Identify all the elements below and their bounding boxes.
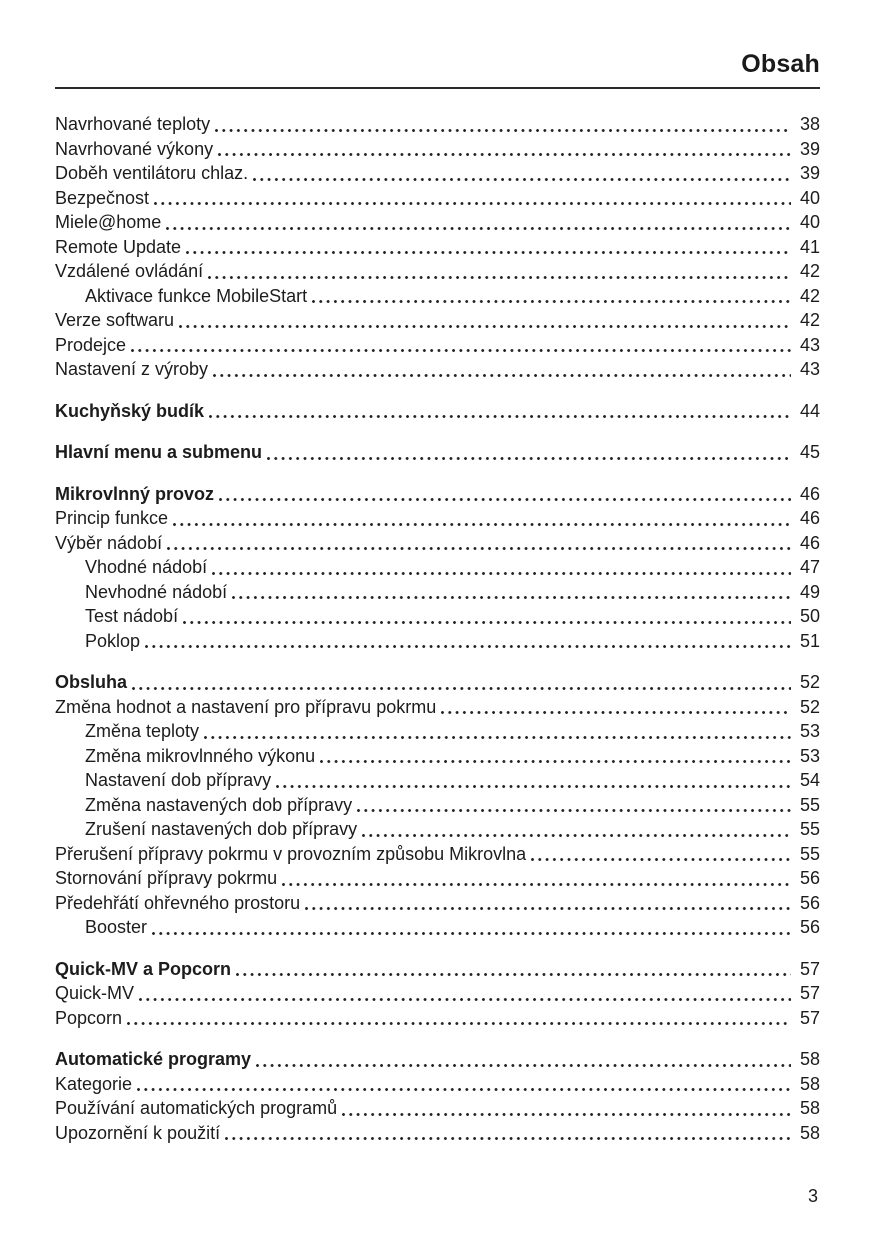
toc-entry-page: 38 <box>799 114 820 134</box>
toc-entry <box>55 235 820 260</box>
toc-entry-label: Test nádobí <box>85 606 179 626</box>
toc-entry <box>55 1006 820 1031</box>
toc-entry-label: Vhodné nádobí <box>85 557 208 577</box>
toc-entry-page: 43 <box>799 334 820 355</box>
toc-entry <box>55 1072 820 1097</box>
toc-entry <box>55 399 820 424</box>
toc-entry-page: 55 <box>799 819 820 839</box>
toc-entry <box>55 137 820 162</box>
toc-entry-label: Přerušení přípravy pokrmu v provozním způsobu Mikrovlna <box>55 843 527 864</box>
toc-entry <box>55 670 820 695</box>
toc-entry-page: 52 <box>799 672 820 692</box>
toc-entry-page: 39 <box>799 163 820 183</box>
toc-entry-label: Prodejce <box>55 334 127 355</box>
toc-entry <box>55 112 820 137</box>
toc-entry <box>55 604 820 629</box>
toc-dot-leader <box>441 710 791 715</box>
toc-dot-leader <box>186 250 791 255</box>
toc-entry-label: Quick-MV a Popcorn <box>55 958 232 979</box>
toc-dot-leader <box>131 348 791 353</box>
toc-dot-leader <box>362 833 791 838</box>
toc-entry-label: Bezpečnost <box>55 187 150 208</box>
toc-entry-label: Obsluha <box>55 672 128 692</box>
toc-entry <box>55 1096 820 1121</box>
page-header <box>55 50 820 89</box>
toc-dot-leader <box>531 857 791 862</box>
toc-entry <box>55 333 820 358</box>
toc-entry-page: 41 <box>799 236 820 257</box>
toc-entry-page: 57 <box>799 1007 820 1028</box>
toc-entry-label: Změna mikrovlnného výkonu <box>85 745 316 766</box>
toc-entry-label: Kategorie <box>55 1073 133 1094</box>
toc-entry <box>55 981 820 1006</box>
toc-entry-label: Automatické programy <box>55 1049 252 1069</box>
toc-entry <box>55 210 820 235</box>
toc-dot-leader <box>267 456 791 461</box>
toc-entry <box>55 629 820 654</box>
toc-dot-leader <box>208 275 791 280</box>
toc-entry-label: Používání automatických programů <box>55 1098 338 1118</box>
toc-entry-page: 46 <box>799 508 820 528</box>
toc-entry <box>55 555 820 580</box>
toc-dot-leader <box>152 931 791 936</box>
toc-dot-leader <box>219 497 791 502</box>
toc-entry-label: Navrhované teploty <box>55 114 211 134</box>
toc-entry-label: Quick-MV <box>55 983 135 1003</box>
toc-entry-label: Verze softwaru <box>55 310 175 330</box>
toc-entry-label: Stornování přípravy pokrmu <box>55 868 278 888</box>
toc-entry <box>55 1121 820 1146</box>
toc-entry-page: 46 <box>799 532 820 553</box>
toc-entry <box>55 793 820 818</box>
toc-entry-page: 53 <box>799 721 820 741</box>
toc-entry-label: Upozornění k použití <box>55 1122 221 1143</box>
toc-entry-page: 52 <box>799 696 820 717</box>
toc-entry-label: Kuchyňský budík <box>55 400 205 421</box>
toc-entry <box>55 744 820 769</box>
toc-entry-page: 51 <box>799 630 820 651</box>
toc-entry-page: 58 <box>799 1098 820 1118</box>
toc-entry <box>55 891 820 916</box>
toc-entry-label: Popcorn <box>55 1007 123 1028</box>
toc-dot-leader <box>256 1063 791 1068</box>
toc-dot-leader <box>166 226 791 231</box>
toc-entry <box>55 866 820 891</box>
toc-entry-page: 50 <box>799 606 820 626</box>
toc-dot-leader <box>253 177 791 182</box>
toc-dot-leader <box>132 686 791 691</box>
toc-entry-page: 58 <box>799 1049 820 1069</box>
toc-entry <box>55 531 820 556</box>
toc-entry <box>55 719 820 744</box>
toc-entry-label: Aktivace funkce MobileStart <box>85 285 308 306</box>
toc-dot-leader <box>209 414 791 419</box>
page-number: 3 <box>807 1186 818 1206</box>
toc-dot-leader <box>173 522 791 527</box>
toc-entry-label: Poklop <box>85 630 141 651</box>
toc-dot-leader <box>179 324 791 329</box>
toc-entry-page: 56 <box>799 868 820 888</box>
toc-entry <box>55 357 820 382</box>
toc-dot-leader <box>215 128 791 133</box>
toc-entry-label: Miele@home <box>55 212 162 232</box>
toc-entry <box>55 482 820 507</box>
toc-entry <box>55 308 820 333</box>
toc-entry-label: Mikrovlnný provoz <box>55 483 215 504</box>
toc-entry-page: 58 <box>799 1122 820 1143</box>
toc-entry-page: 58 <box>799 1073 820 1094</box>
toc-entry <box>55 957 820 982</box>
toc-entry <box>55 1047 820 1072</box>
toc-dot-leader <box>320 759 791 764</box>
toc-dot-leader <box>139 997 791 1002</box>
toc-dot-leader <box>212 571 791 576</box>
toc-entry-page: 44 <box>799 400 820 421</box>
toc-entry-page: 47 <box>799 557 820 577</box>
toc-entry-page: 40 <box>799 212 820 232</box>
toc-entry-label: Navrhované výkony <box>55 138 214 159</box>
toc-dot-leader <box>218 152 791 157</box>
toc-dot-leader <box>225 1136 791 1141</box>
toc-entry-page: 56 <box>799 917 820 937</box>
table-of-contents <box>55 112 820 1145</box>
toc-entry-page: 54 <box>799 770 820 790</box>
toc-dot-leader <box>183 620 791 625</box>
toc-entry <box>55 768 820 793</box>
toc-entry <box>55 284 820 309</box>
toc-entry-label: Změna nastavených dob přípravy <box>85 794 353 815</box>
toc-dot-leader <box>232 595 791 600</box>
toc-entry-page: 42 <box>799 285 820 306</box>
toc-entry-page: 49 <box>799 581 820 602</box>
toc-entry-page: 55 <box>799 794 820 815</box>
toc-entry <box>55 506 820 531</box>
toc-entry-page: 42 <box>799 310 820 330</box>
toc-entry <box>55 695 820 720</box>
toc-entry-label: Zrušení nastavených dob přípravy <box>85 819 358 839</box>
toc-entry-label: Princip funkce <box>55 508 169 528</box>
toc-entry-label: Hlavní menu a submenu <box>55 442 263 462</box>
toc-entry <box>55 842 820 867</box>
toc-dot-leader <box>204 735 791 740</box>
toc-entry-label: Vzdálené ovládání <box>55 261 204 281</box>
toc-entry-page: 55 <box>799 843 820 864</box>
toc-dot-leader <box>154 201 791 206</box>
toc-entry-label: Změna hodnot a nastavení pro přípravu pokrmu <box>55 696 437 717</box>
toc-entry-label: Nastavení dob přípravy <box>85 770 272 790</box>
toc-dot-leader <box>282 882 791 887</box>
toc-entry-label: Změna teploty <box>85 721 200 741</box>
toc-dot-leader <box>312 299 791 304</box>
toc-entry <box>55 161 820 186</box>
toc-dot-leader <box>213 373 791 378</box>
toc-entry <box>55 817 820 842</box>
toc-entry-label: Nastavení z výroby <box>55 359 209 379</box>
header-divider <box>55 87 820 89</box>
toc-dot-leader <box>137 1087 791 1092</box>
toc-entry-page: 40 <box>799 187 820 208</box>
toc-entry <box>55 259 820 284</box>
toc-dot-leader <box>145 644 791 649</box>
toc-entry-label: Remote Update <box>55 236 182 257</box>
toc-dot-leader <box>342 1112 791 1117</box>
toc-entry <box>55 580 820 605</box>
toc-entry-page: 57 <box>799 958 820 979</box>
toc-entry <box>55 440 820 465</box>
toc-entry-label: Doběh ventilátoru chlaz. <box>55 163 249 183</box>
toc-entry-page: 46 <box>799 483 820 504</box>
toc-entry-label: Výběr nádobí <box>55 532 163 553</box>
toc-entry-page: 56 <box>799 892 820 913</box>
toc-entry-label: Předehřátí ohřevného prostoru <box>55 892 301 913</box>
toc-entry <box>55 915 820 940</box>
toc-entry-page: 39 <box>799 138 820 159</box>
toc-dot-leader <box>127 1021 791 1026</box>
toc-entry <box>55 186 820 211</box>
toc-entry-page: 57 <box>799 983 820 1003</box>
toc-entry-page: 53 <box>799 745 820 766</box>
toc-entry-label: Booster <box>85 917 148 937</box>
toc-entry-page: 43 <box>799 359 820 379</box>
toc-dot-leader <box>357 808 791 813</box>
toc-entry-page: 45 <box>799 442 820 462</box>
toc-entry-page: 42 <box>799 261 820 281</box>
toc-dot-leader <box>236 972 791 977</box>
toc-dot-leader <box>305 906 791 911</box>
toc-dot-leader <box>276 784 791 789</box>
page-title: Obsah <box>741 50 820 78</box>
toc-dot-leader <box>167 546 791 551</box>
toc-entry-label: Nevhodné nádobí <box>85 581 228 602</box>
